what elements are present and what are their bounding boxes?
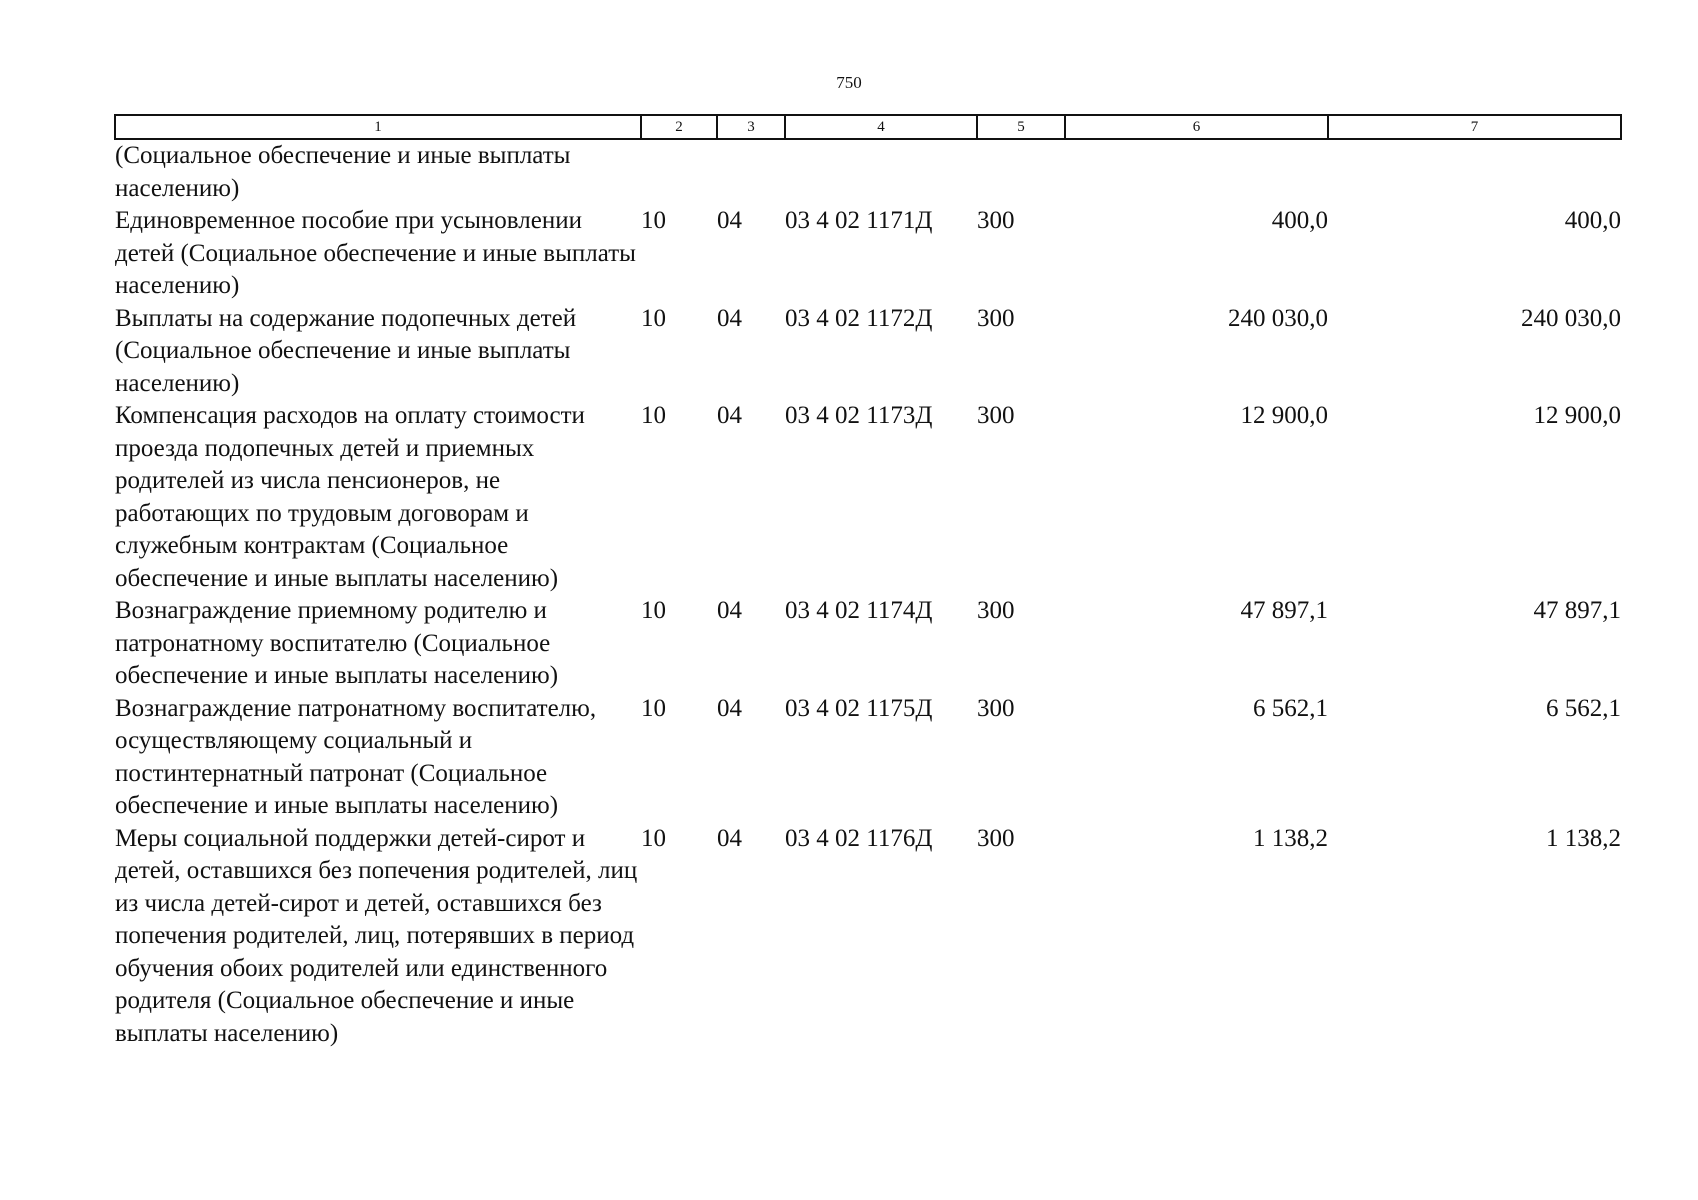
header-col-3: 3 <box>717 115 785 139</box>
row-amount-2: 6 562,1 <box>1546 694 1621 722</box>
row-name: Единовременное пособие при усыновлении детей (Социальное обеспечение и иные выплаты населению) <box>115 207 636 299</box>
row-amount-1: 1 138,2 <box>1253 824 1328 852</box>
header-col-5: 5 <box>977 115 1065 139</box>
row-target-article: 03 4 02 1171Д <box>785 207 933 234</box>
row-expense-type: 300 <box>977 304 1015 332</box>
header-col-1: 1 <box>115 115 641 139</box>
row-section: 10 <box>641 694 666 722</box>
row-section: 10 <box>641 597 666 624</box>
row-expense-type: 300 <box>977 824 1015 852</box>
row-amount-1: 47 897,1 <box>1240 597 1328 624</box>
row-name: Выплаты на содержание подопечных детей (Социальное обеспечение и иные выплаты населению) <box>115 304 577 397</box>
header-col-2: 2 <box>641 115 717 139</box>
row-target-article: 03 4 02 1176Д <box>785 824 933 852</box>
row-expense-type <box>977 139 1065 205</box>
row-section <box>641 139 717 205</box>
row-amount-2: 12 900,0 <box>1533 402 1621 429</box>
row-amount-2: 240 030,0 <box>1521 304 1621 332</box>
row-target-article: 03 4 02 1172Д <box>785 304 933 332</box>
row-amount-2: 400,0 <box>1564 207 1621 234</box>
row-amount-2: 1 138,2 <box>1546 824 1621 852</box>
row-amount-2: 47 897,1 <box>1533 597 1621 624</box>
page-number: 750 <box>836 73 862 92</box>
row-target-article: 03 4 02 1175Д <box>785 694 933 722</box>
row-expense-type: 300 <box>977 402 1015 429</box>
table-body <box>115 139 1621 1050</box>
table-row <box>115 303 1621 401</box>
row-target-article: 03 4 02 1173Д <box>785 402 933 429</box>
row-name: Вознаграждение приемному родителю и патронатному воспитателю (Социальное обеспечение и иные выплаты населению) <box>115 597 559 689</box>
table-header <box>115 115 1621 139</box>
row-name: (Социальное обеспечение и иные выплаты населению) <box>115 142 571 202</box>
row-subsection: 04 <box>717 304 742 332</box>
row-amount-1: 12 900,0 <box>1240 402 1328 429</box>
row-amount-1: 240 030,0 <box>1228 304 1328 332</box>
budget-table <box>114 114 1622 1050</box>
row-section: 10 <box>641 207 666 234</box>
table-row <box>115 400 1621 595</box>
table-row <box>115 693 1621 823</box>
row-subsection: 04 <box>717 597 742 624</box>
row-subsection: 04 <box>717 402 742 429</box>
row-target-article <box>785 139 977 205</box>
row-amount-2 <box>1328 139 1621 205</box>
row-subsection: 04 <box>717 694 742 722</box>
header-row <box>115 115 1621 139</box>
row-name: Компенсация расходов на оплату стоимости проезда подопечных детей и приемных родителей из числа пенсионеров, не работающих по трудовым договорам и служебным контрактам (Социальное обеспечение и иные выплаты населению) <box>115 402 585 592</box>
table-row <box>115 139 1621 205</box>
header-col-6: 6 <box>1065 115 1328 139</box>
row-amount-1: 400,0 <box>1271 207 1328 234</box>
row-expense-type: 300 <box>977 207 1015 234</box>
table-row <box>115 205 1621 303</box>
row-name: Меры социальной поддержки детей-сирот и детей, оставшихся без попечения родителей, лиц из числа детей-сирот и детей, оставшихся без попечения родителей, лиц, потерявших в период обучения обоих родителей или единственного родителя (Социальное обеспечение и иные выплаты населению) <box>115 824 638 1047</box>
row-subsection: 04 <box>717 207 742 234</box>
header-col-7: 7 <box>1328 115 1621 139</box>
row-section: 10 <box>641 824 666 852</box>
row-amount-1 <box>1065 139 1328 205</box>
row-target-article: 03 4 02 1174Д <box>785 597 933 624</box>
row-section: 10 <box>641 402 666 429</box>
row-expense-type: 300 <box>977 597 1015 624</box>
row-amount-1: 6 562,1 <box>1253 694 1328 722</box>
row-subsection: 04 <box>717 824 742 852</box>
row-expense-type: 300 <box>977 694 1015 722</box>
row-subsection <box>717 139 785 205</box>
table-row <box>115 595 1621 693</box>
table-row <box>115 823 1621 1051</box>
row-name: Вознаграждение патронатному воспитателю, осуществляющему социальный и постинтернатный патронат (Социальное обеспечение и иные выплаты населению) <box>115 694 597 819</box>
header-col-4: 4 <box>785 115 977 139</box>
row-section: 10 <box>641 304 666 332</box>
